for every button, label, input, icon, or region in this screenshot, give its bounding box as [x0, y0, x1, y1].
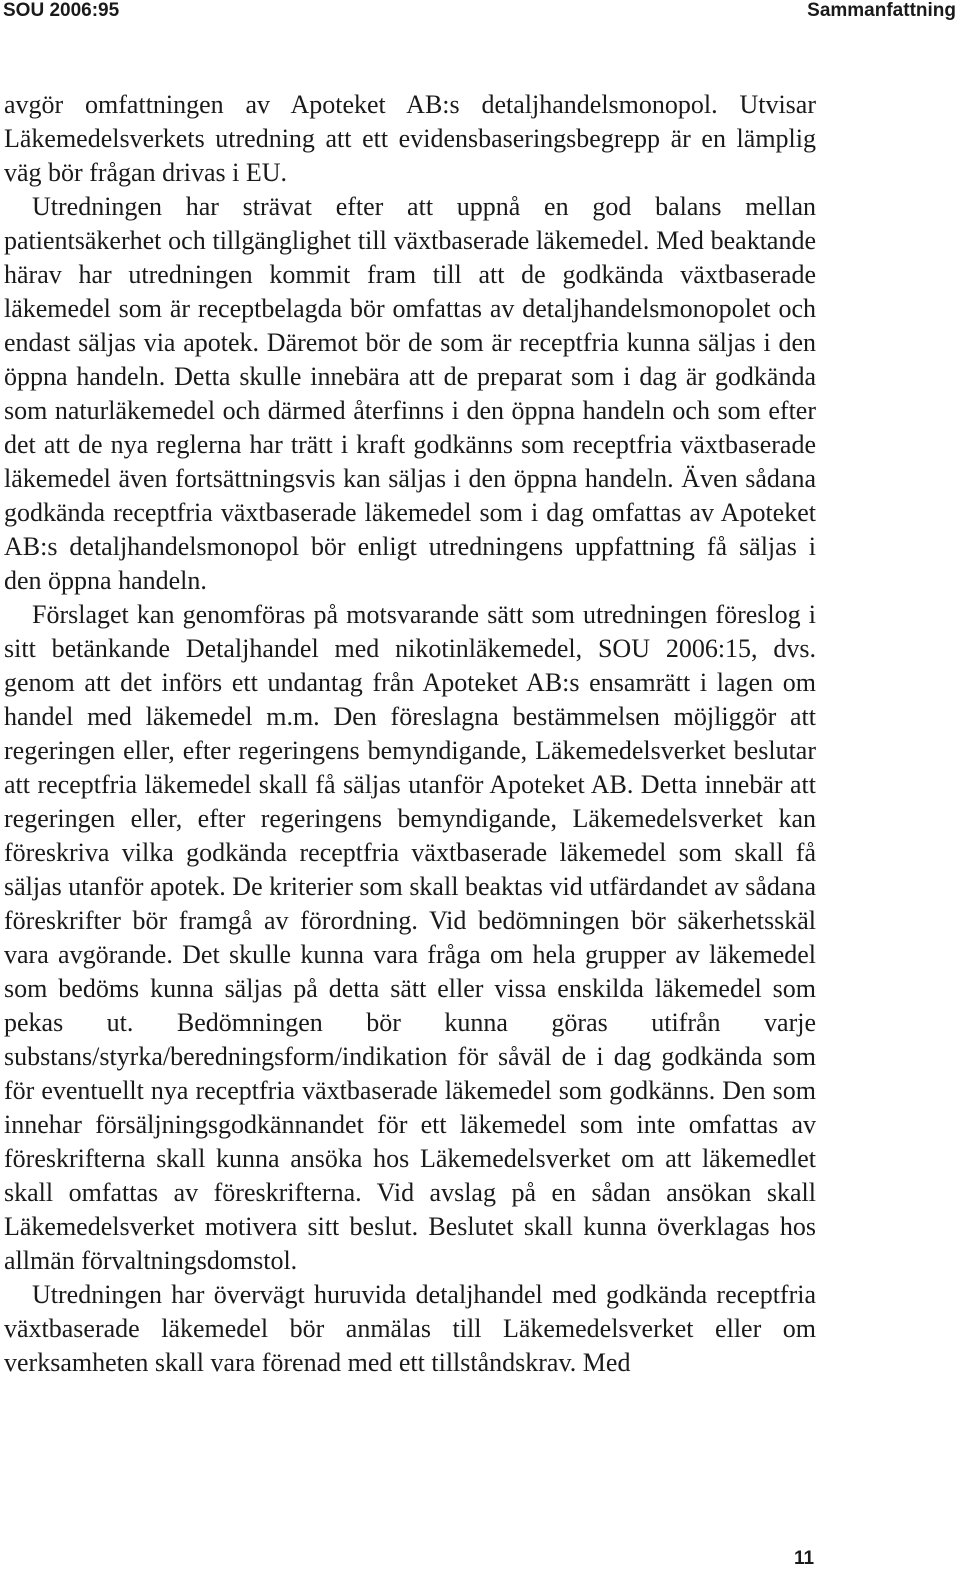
- section-title: Sammanfattning: [807, 0, 956, 21]
- paragraph-3: Förslaget kan genomföras på motsvarande sätt som utredningen föreslog i sitt betänkande Detaljhandel med nikotinläkemedel, SOU 2006:15, dvs. genom att det införs ett undantag från Apoteket AB:s ensamrätt i lagen om handel med läkemedel m.m. Den föreslagna bestämmelsen möjliggör att regeringen eller, efter regeringens bemyndigande, Läkemedelsverket beslutar att receptfria läkemedel skall få säljas utanför Apoteket AB. Detta innebär att regeringen eller, efter regeringens bemyndigande, Läkemedelsverket kan föreskriva vilka godkända receptfria växtbaserade läkemedel som skall få säljas utanför apotek. De kriterier som skall beaktas vid utfärdandet av sådana föreskrifter bör framgå av förordning. Vid bedömningen bör säkerhetsskäl vara avgörande. Det skulle kunna vara fråga om hela grupper av läkemedel som bedöms kunna säljas på detta sätt eller vissa enskilda läkemedel som pekas ut. Bedömningen bör kunna göras utifrån varje substans/styrka/beredningsform/indikation för såväl de i dag godkända som för eventuellt nya receptfria växtbaserade läkemedel som godkänns. Den som innehar försäljningsgodkännandet för ett läkemedel som inte omfattas av föreskrifterna skall kunna ansöka hos Läkemedelsverket om att läkemedlet skall omfattas av föreskrifterna. Vid avslag på en sådan ansökan skall Läkemedelsverket motivera sitt beslut. Beslutet skall kunna överklagas hos allmän förvaltningsdomstol.: [4, 600, 816, 1275]
- paragraph-2: Utredningen har strävat efter att uppnå en god balans mellan patientsäkerhet och tillgänglighet till växtbaserade läkemedel. Med beaktande härav har utredningen kommit fram till att de godkända växtbaserade läkemedel som är receptbelagda bör omfattas av detaljhandelsmonopolet och endast säljas via apotek. Däremot bör de som är receptfria kunna säljas i den öppna handeln. Detta skulle innebära att de preparat som i dag är godkända som naturläkemedel och därmed återfinns i den öppna handeln och som efter det att de nya reglerna har trätt i kraft godkänns som receptfria växtbaserade läkemedel även fortsättningsvis kan säljas i den öppna handeln. Även sådana godkända receptfria växtbaserade läkemedel som i dag omfattas av Apoteket AB:s detaljhandelsmonopol bör enligt utredningens uppfattning få säljas i den öppna handeln.: [4, 192, 816, 595]
- paragraph-4: Utredningen har övervägt huruvida detaljhandel med godkända receptfria växtbaserade läkemedel bör anmälas till Läkemedelsverket eller om verksamheten skall vara förenad med ett tillståndskrav. Med: [4, 1280, 816, 1377]
- report-number: SOU 2006:95: [3, 0, 120, 21]
- paragraph-1: avgör omfattningen av Apoteket AB:s detaljhandelsmonopol. Utvisar Läkemedelsverkets utredning att ett evidensbaseringsbegrepp är en lämplig väg bör frågan drivas i EU.: [4, 90, 816, 187]
- page-number: 11: [794, 1548, 815, 1569]
- running-header: [0, 0, 960, 22]
- body-text: [4, 88, 816, 1380]
